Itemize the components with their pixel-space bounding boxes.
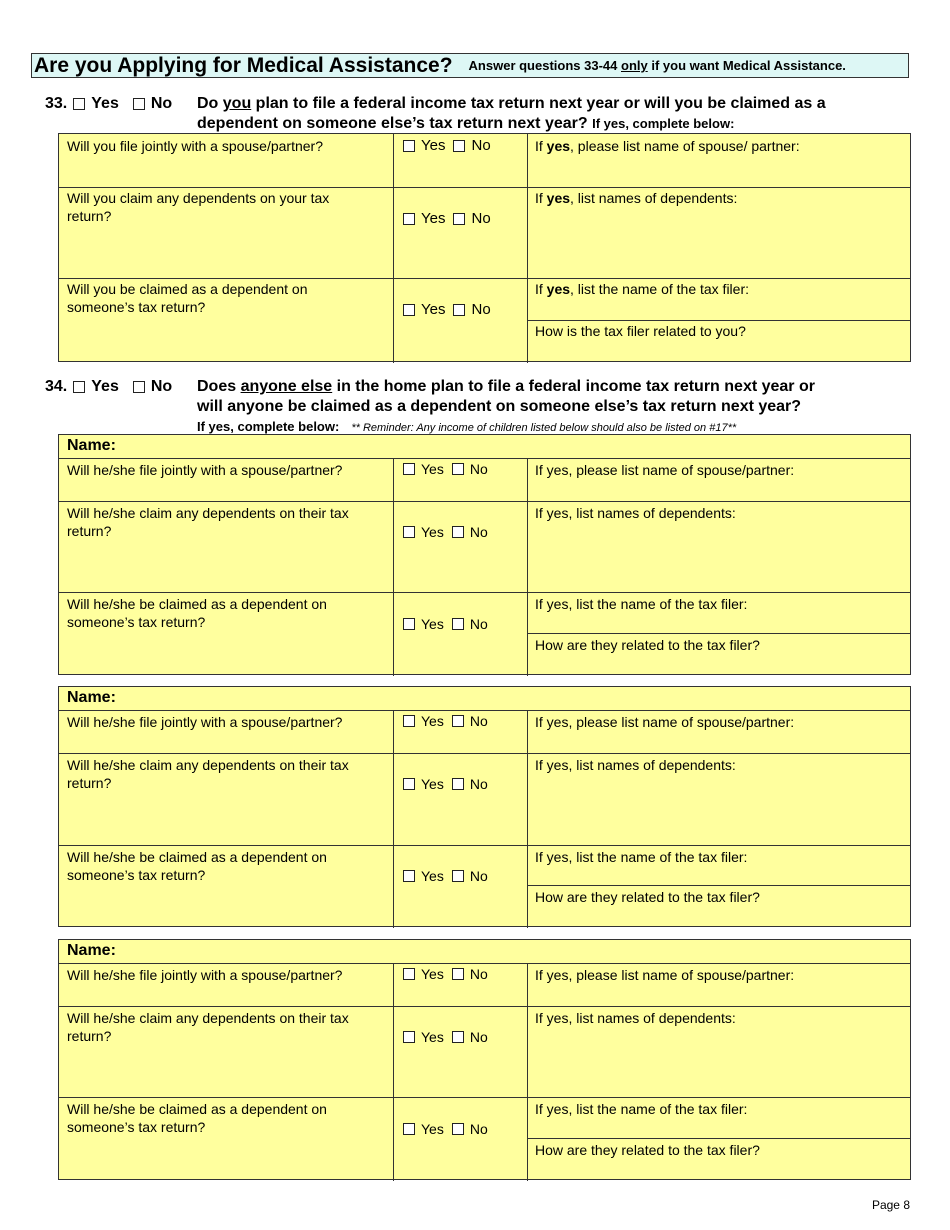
q33-row2-question: Will you claim any dependents on your tax return? xyxy=(67,190,330,224)
q34-yes-label: Yes xyxy=(91,378,119,395)
q33-no-label: No xyxy=(150,95,173,112)
q33-row2-answer-field[interactable]: If yes, list names of dependents: xyxy=(535,190,738,206)
q34-person2-row2-yes-checkbox[interactable] xyxy=(403,778,415,790)
q34-no-checkbox[interactable] xyxy=(133,381,145,393)
q33-row1-yes-checkbox[interactable] xyxy=(403,140,415,152)
q34-reminder: ** Reminder: Any income of children listed below should also be listed on #17** xyxy=(351,422,737,434)
q34-person3-row1-question: Will he/she file jointly with a spouse/partner? xyxy=(67,967,343,983)
q34-person1-row3-relation-field[interactable]: How are they related to the tax filer? xyxy=(535,637,760,653)
q34-person1-row2-yes-checkbox[interactable] xyxy=(403,526,415,538)
q34-number: 34. xyxy=(45,378,68,395)
q34-person2-row1-yes-checkbox[interactable] xyxy=(403,715,415,727)
q34-person1-row1-question: Will he/she file jointly with a spouse/partner? xyxy=(67,462,343,478)
page-number: Page 8 xyxy=(871,1198,910,1212)
q34-person3-row1-no-checkbox[interactable] xyxy=(452,968,464,980)
q33-row2-yes-checkbox[interactable] xyxy=(403,213,415,225)
q34-person3-row2-yes-no: Yes No xyxy=(403,1029,488,1045)
q34-person1-row3-yes-no: Yes No xyxy=(403,616,488,632)
q34-person2-name-field[interactable]: Name: xyxy=(67,689,116,706)
q33-row1-no-checkbox[interactable] xyxy=(453,140,465,152)
q34-person1-row2-question: Will he/she claim any dependents on their tax return? xyxy=(67,505,349,539)
q34-person2-row3-answer-field[interactable]: If yes, list the name of the tax filer: xyxy=(535,849,748,865)
q34-person3-row3-no-checkbox[interactable] xyxy=(452,1123,464,1135)
q34-person1-row2-no-checkbox[interactable] xyxy=(452,526,464,538)
q33-row1-yes-no: Yes No xyxy=(403,137,491,154)
q33-row3-relation-field[interactable]: How is the tax filer related to you? xyxy=(535,323,746,339)
q34-person1-row3-no-checkbox[interactable] xyxy=(452,618,464,630)
q33-row2-yes-no: Yes No xyxy=(403,210,491,227)
q34-person2-row3-yes-no: Yes No xyxy=(403,868,488,884)
section-instruction: Answer questions 33-44 only if you want Medical Assistance. xyxy=(468,58,846,73)
q33-yes-checkbox[interactable] xyxy=(73,98,85,110)
q34-person3-row3-yes-no: Yes No xyxy=(403,1121,488,1137)
section-header xyxy=(31,53,909,78)
q34-person1-row1-answer-field[interactable]: If yes, please list name of spouse/partner: xyxy=(535,462,795,478)
q34-person3-row2-yes-checkbox[interactable] xyxy=(403,1031,415,1043)
q33-row3-yes-no: Yes No xyxy=(403,301,491,318)
q34-person3-row3-question: Will he/she be claimed as a dependent on someone’s tax return? xyxy=(67,1101,327,1135)
q34-person2-row3-question: Will he/she be claimed as a dependent on someone’s tax return? xyxy=(67,849,327,883)
q33-row1-answer-field[interactable]: If yes, please list name of spouse/ partner: xyxy=(535,138,800,154)
q33-row3-answer-field[interactable]: If yes, list the name of the tax filer: xyxy=(535,281,750,297)
q34-person2-row1-question: Will he/she file jointly with a spouse/partner? xyxy=(67,714,343,730)
q33-row2-no-checkbox[interactable] xyxy=(453,213,465,225)
q34-person3-row2-question: Will he/she claim any dependents on their tax return? xyxy=(67,1010,349,1044)
q33-number: 33. xyxy=(45,95,68,112)
q34-person3-row1-yes-no: Yes No xyxy=(403,966,488,982)
q33-row1-question: Will you file jointly with a spouse/partner? xyxy=(67,138,324,154)
q33-no-checkbox[interactable] xyxy=(133,98,145,110)
q33-row3-question: Will you be claimed as a dependent on someone’s tax return? xyxy=(67,281,308,315)
q34-person2-row2-yes-no: Yes No xyxy=(403,776,488,792)
section-title: Are you Applying for Medical Assistance? xyxy=(34,53,453,77)
q34-person1-row3-yes-checkbox[interactable] xyxy=(403,618,415,630)
q33-question-line1: Do you plan to file a federal income tax return next year or will you be claimed as a xyxy=(197,95,826,112)
q34-question-line3: If yes, complete below: ** Reminder: Any income of children listed below should also be listed on #17** xyxy=(197,419,737,434)
q33-yes-label: Yes xyxy=(91,95,119,112)
q34-person2-row1-yes-no: Yes No xyxy=(403,713,488,729)
q34-person1-row3-answer-field[interactable]: If yes, list the name of the tax filer: xyxy=(535,596,748,612)
q34-person2-row3-yes-checkbox[interactable] xyxy=(403,870,415,882)
q34-person3-row1-yes-checkbox[interactable] xyxy=(403,968,415,980)
q33-question-line2: dependent on someone else’s tax return next year? If yes, complete below: xyxy=(197,115,735,132)
q34-person1-row2-answer-field[interactable]: If yes, list names of dependents: xyxy=(535,505,736,521)
q34-person3-row1-answer-field[interactable]: If yes, please list name of spouse/partner: xyxy=(535,967,795,983)
q34-person2-row1-no-checkbox[interactable] xyxy=(452,715,464,727)
q34-person3-row3-answer-field[interactable]: If yes, list the name of the tax filer: xyxy=(535,1101,748,1117)
q34-person1-row1-no-checkbox[interactable] xyxy=(452,463,464,475)
q34-person-table-1 xyxy=(58,434,911,675)
q33-options xyxy=(45,95,172,113)
q34-person1-row3-question: Will he/she be claimed as a dependent on someone’s tax return? xyxy=(67,596,327,630)
q34-person2-row2-no-checkbox[interactable] xyxy=(452,778,464,790)
q34-person3-row3-relation-field[interactable]: How are they related to the tax filer? xyxy=(535,1142,760,1158)
q34-person2-row2-question: Will he/she claim any dependents on their tax return? xyxy=(67,757,349,791)
q34-person-table-3 xyxy=(58,939,911,1180)
q34-question-line2: will anyone be claimed as a dependent on someone else’s tax return next year? xyxy=(197,398,802,415)
q34-person1-row2-yes-no: Yes No xyxy=(403,524,488,540)
q34-question-line1: Does anyone else in the home plan to file a federal income tax return next year or xyxy=(197,378,815,395)
q33-table xyxy=(58,133,911,362)
q34-person2-row3-relation-field[interactable]: How are they related to the tax filer? xyxy=(535,889,760,905)
q34-yes-checkbox[interactable] xyxy=(73,381,85,393)
q34-person2-row2-answer-field[interactable]: If yes, list names of dependents: xyxy=(535,757,736,773)
q34-person1-row1-yes-no: Yes No xyxy=(403,461,488,477)
q34-options xyxy=(45,378,172,396)
q34-person1-name-field[interactable]: Name: xyxy=(67,437,116,454)
q34-person3-name-field[interactable]: Name: xyxy=(67,942,116,959)
q34-person-table-2 xyxy=(58,686,911,927)
q34-person1-row1-yes-checkbox[interactable] xyxy=(403,463,415,475)
q33-row3-no-checkbox[interactable] xyxy=(453,304,465,316)
q34-person3-row2-no-checkbox[interactable] xyxy=(452,1031,464,1043)
q34-no-label: No xyxy=(150,378,173,395)
q33-row3-yes-checkbox[interactable] xyxy=(403,304,415,316)
q34-person3-row3-yes-checkbox[interactable] xyxy=(403,1123,415,1135)
q34-person3-row2-answer-field[interactable]: If yes, list names of dependents: xyxy=(535,1010,736,1026)
q34-person2-row3-no-checkbox[interactable] xyxy=(452,870,464,882)
q34-person2-row1-answer-field[interactable]: If yes, please list name of spouse/partner: xyxy=(535,714,795,730)
